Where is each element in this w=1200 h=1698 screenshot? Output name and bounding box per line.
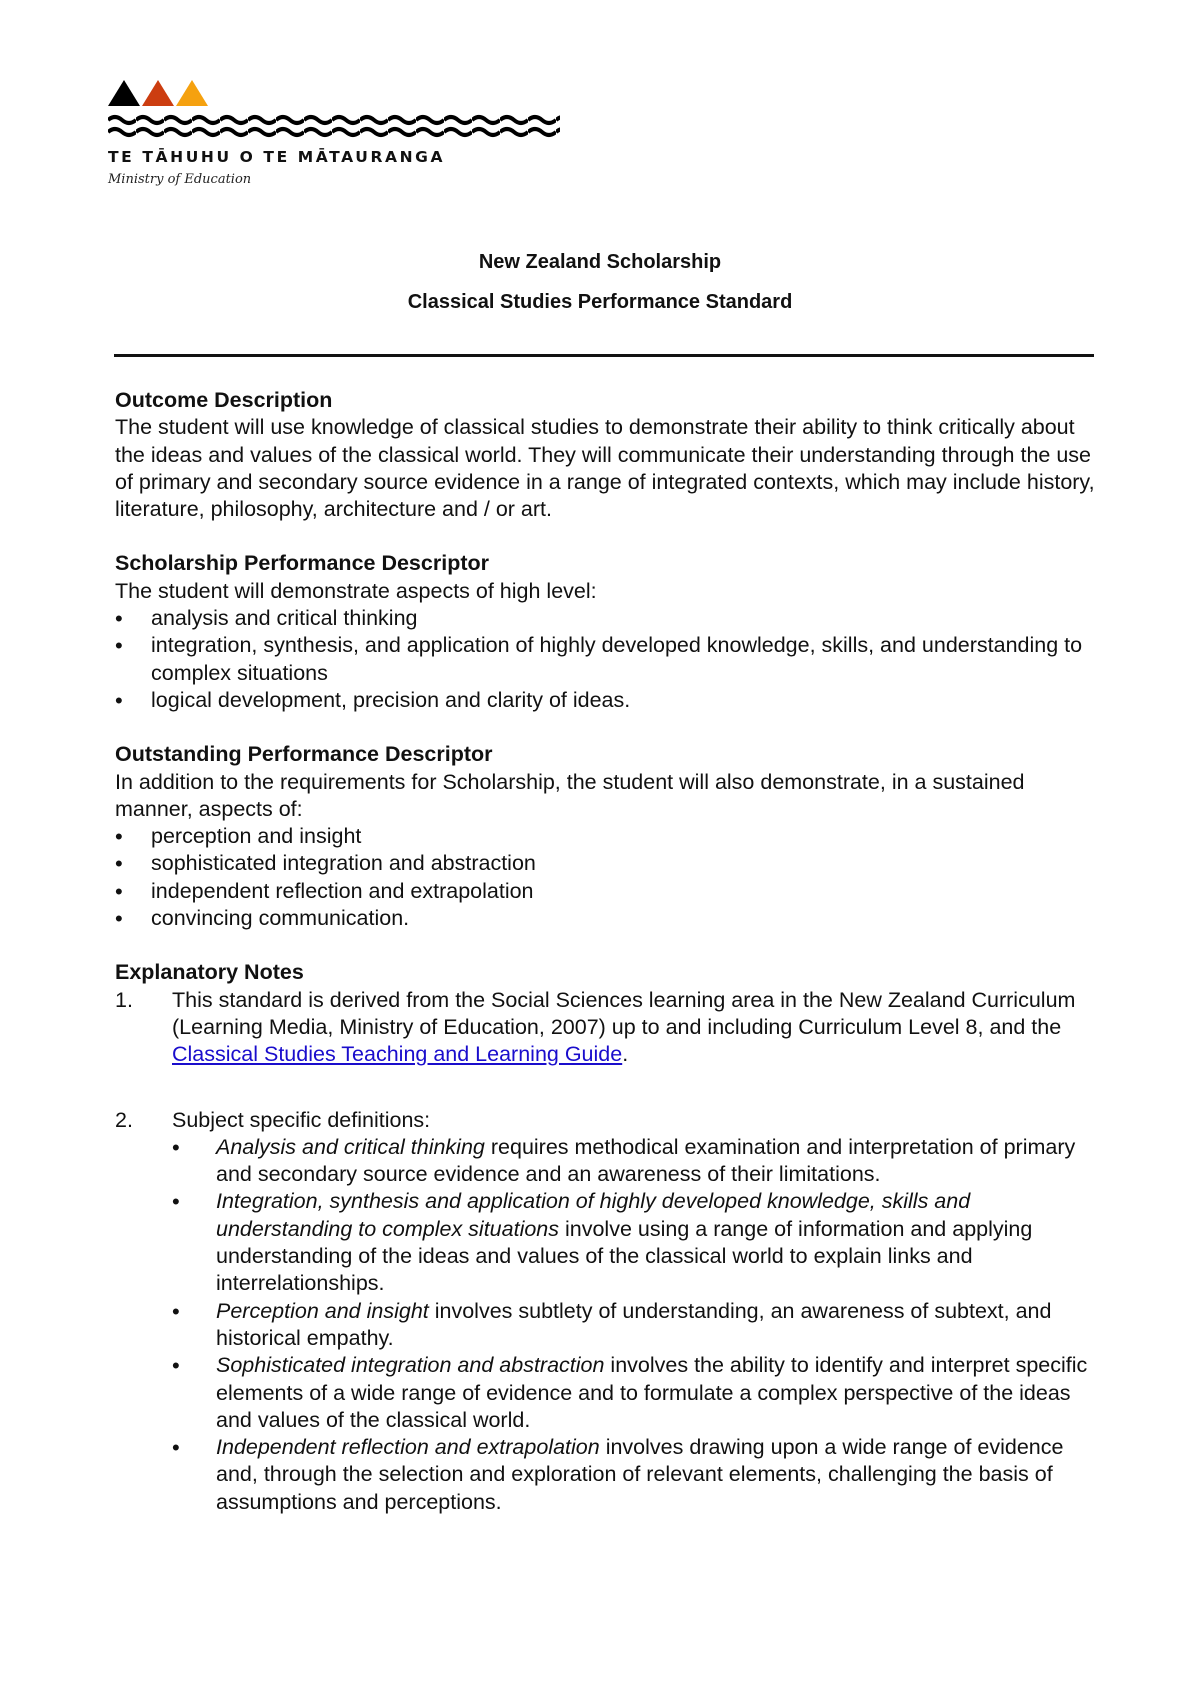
note-item-1 [115, 987, 1105, 1069]
list-item: • convincing communication. [115, 905, 1105, 932]
list-item: • sophisticated integration and abstraction [115, 850, 1105, 877]
list-item: • integration, synthesis, and application of highly developed knowledge, skills, and understanding to complex situations [115, 632, 1105, 687]
definition-text: involve using a range of information and applying understanding of the ideas and values of the classical world to explain links and interrelationships. [216, 1216, 1033, 1296]
definition-text: requires methodical examination and interpretation of primary and secondary source evidence and an awareness of their limitations. [216, 1134, 1076, 1187]
definitions-list [172, 1134, 1105, 1516]
scholarship-intro: The student will demonstrate aspects of high level: [115, 578, 597, 603]
definition-item [172, 1134, 1105, 1189]
scholarship-heading: Scholarship Performance Descriptor [115, 551, 489, 576]
outcome-text: The student will use knowledge of classical studies to demonstrate their ability to think critically about the ideas and values of the classical world. They will communicate their understanding through the use of primary and secondary source evidence in a range of integrated contexts, which may include history, literature, philosophy, architecture and / or art. [115, 415, 1095, 522]
list-item: • logical development, precision and clarity of ideas. [115, 687, 1105, 714]
document-body [115, 387, 1105, 1543]
note-item-2 [115, 1107, 1105, 1516]
definition-term: Analysis and critical thinking [216, 1134, 485, 1159]
definition-item [172, 1434, 1105, 1516]
scholarship-list [115, 605, 1105, 714]
teaching-guide-link[interactable]: Classical Studies Teaching and Learning Guide [172, 1042, 623, 1067]
note-intro: Subject specific definitions: [172, 1107, 431, 1132]
definition-term: Independent reflection and extrapolation [216, 1435, 600, 1460]
note-text: This standard is derived from the Social Sciences learning area in the New Zealand Curriculum (Learning Media, Ministry of Education, 2007) up to and including Curriculum Level 8, and the [172, 987, 1076, 1039]
note-number: 2. [115, 1107, 133, 1132]
outcome-heading: Outcome Description [115, 388, 333, 412]
outstanding-heading: Outstanding Performance Descriptor [115, 742, 493, 767]
list-item: • independent reflection and extrapolation [115, 878, 1105, 905]
logo-maori-name: TE TĀHUHU O TE MĀTAURANGA [108, 148, 446, 166]
notes-section [115, 959, 1105, 1516]
outstanding-section [115, 741, 1105, 932]
outstanding-list [115, 823, 1105, 932]
document-subtitle: Classical Studies Performance Standard [407, 291, 793, 313]
notes-heading: Explanatory Notes [115, 960, 304, 985]
scholarship-section [115, 550, 1105, 714]
definition-text: involves the ability to identify and interpret specific elements of a wide range of evidence and to formulate a complex perspective of the ideas and values of the classical world. [216, 1353, 1088, 1432]
list-item: • perception and insight [115, 823, 1105, 850]
list-item: • analysis and critical thinking [115, 605, 1105, 632]
definition-item [172, 1298, 1105, 1353]
black-triangle-icon [108, 80, 140, 106]
outstanding-intro: In addition to the requirements for Scholarship, the student will also demonstrate, in a sustained manner, aspects of: [115, 769, 1025, 821]
outcome-section [115, 387, 1105, 523]
definition-text: involves drawing upon a wide range of evidence and, through the selection and exploration of relevant elements, challenging the basis of assumptions and perceptions. [216, 1435, 1064, 1514]
definition-term: Integration, synthesis and application of highly developed knowledge, skills and understanding to complex situations [216, 1189, 971, 1241]
orange-triangle-icon [176, 80, 208, 106]
note-text-end: . [622, 1042, 629, 1067]
document-title: New Zealand Scholarship [478, 251, 722, 273]
red-triangle-icon [142, 80, 174, 106]
logo-ministry-name: Ministry of Education [108, 172, 252, 187]
definition-term: Sophisticated integration and abstraction [216, 1353, 605, 1378]
title-divider [114, 354, 1094, 357]
logo-triangles [108, 78, 564, 106]
definition-text: involves subtlety of understanding, an awareness of subtext, and historical empathy. [216, 1298, 1052, 1350]
definition-term: Perception and insight [216, 1298, 429, 1323]
note-number: 1. [115, 987, 133, 1012]
waves-icon [108, 114, 560, 140]
notes-list [115, 987, 1105, 1516]
definition-item [172, 1352, 1105, 1434]
ministry-logo [108, 78, 564, 187]
definition-item [172, 1188, 1105, 1297]
